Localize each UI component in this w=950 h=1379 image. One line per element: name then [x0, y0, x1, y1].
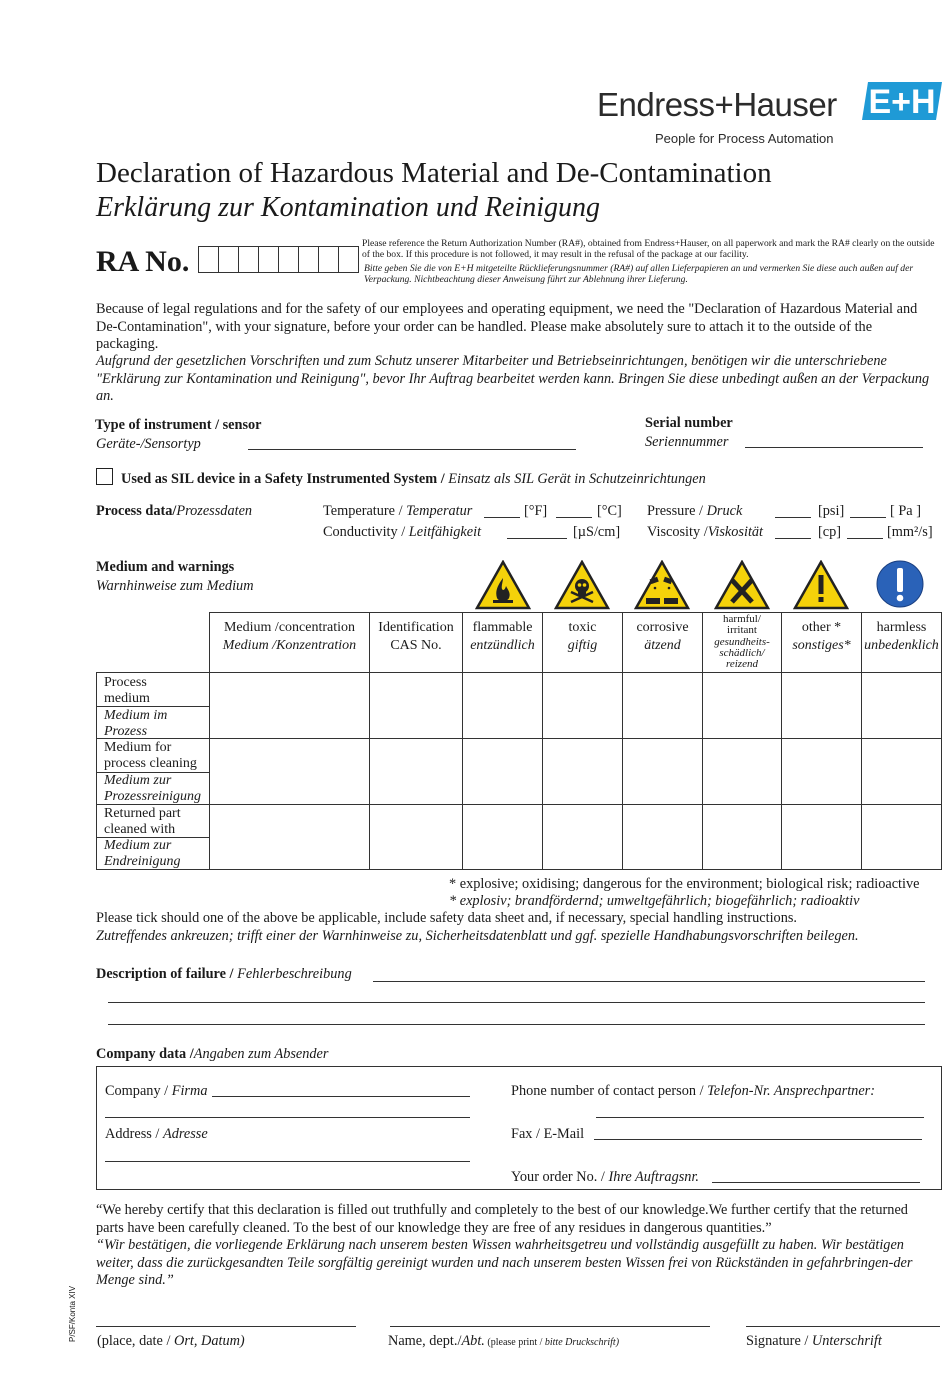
conductivity-field[interactable] [507, 538, 567, 539]
col-header-flammable: flammable entzündlich [462, 612, 543, 673]
cell-cleaning-harmful[interactable] [702, 738, 782, 805]
temperature-f-field[interactable] [484, 517, 520, 518]
certify-de: “Wir bestätigen, die vorliegende Erklärung nach unserem besten Wissen wahrheitsgetreu und vollständig ausgefüllt zu haben. Wir bestätigen weiter, dass die zurückgesandten Teile sorgfältig gereinigt wurden und nach unserem besten Wissen frei von Rückständen in gefahrbringen-der Menge sind.” [96, 1237, 913, 1288]
signature-label: Signature / Unterschrift [746, 1333, 882, 1349]
ra-label: RA No. [96, 245, 190, 278]
cell-cleaning-concentration[interactable] [209, 738, 370, 805]
cell-returned-flammable[interactable] [462, 804, 543, 870]
failure-field-line[interactable] [108, 1002, 925, 1003]
ra-note-en: Please reference the Return Authorization Number (RA#), obtained from Endress+Hauser, on all paperwork and mark the RA# clearly on the outside of the box. If this procedure is not followed, it may result in the refusal of the package at our facility. [362, 238, 935, 260]
footnote-en: * explosive; oxidising; dangerous for the environment; biological risk; radioactive [449, 876, 920, 892]
cell-process-medium-concentration[interactable] [209, 672, 370, 739]
col-header-medium: Medium /concentration Medium /Konzentration [209, 612, 370, 673]
intro-de: Aufgrund der gesetzlichen Vorschriften und zum Schutz unserer Mitarbeiter und Betriebseinrichtungen, benötigen wir die unterschriebene "Erklärung zur Kontamination und Reinigung", bevor Ihr Auftrag bearbeitet werden kann. Bringen Sie diese unbedingt außen an der Verpackung an. [96, 353, 930, 404]
row-divider [96, 837, 210, 838]
pressure-psi-field[interactable] [775, 517, 811, 518]
ra-digit-box[interactable] [298, 246, 319, 273]
cell-process-medium-harmful[interactable] [702, 672, 782, 739]
tick-note-en: Please tick should one of the above be applicable, include safety data sheet and, if necessary, special handling instructions. [96, 910, 797, 926]
sil-checkbox[interactable] [96, 468, 113, 485]
pressure-unit-pa: [ Pa ] [890, 503, 921, 519]
cell-returned-harmful[interactable] [702, 804, 782, 870]
ra-digit-box[interactable] [258, 246, 279, 273]
serial-number-label: Serial number [645, 415, 733, 431]
temp-unit-c: [°C] [597, 503, 622, 519]
address-field[interactable] [105, 1161, 470, 1162]
cell-process-medium-flammable[interactable] [462, 672, 543, 739]
cell-returned-other[interactable] [781, 804, 862, 870]
col-header-toxic: toxic giftig [542, 612, 623, 673]
process-data-label: Process data/Prozessdaten [96, 503, 253, 519]
instrument-type-field[interactable] [248, 449, 576, 450]
cell-process-medium-corrosive[interactable] [622, 672, 703, 739]
place-date-label: (place, date / Ort, Datum) [97, 1333, 245, 1349]
col-header-harmful: harmful/ irritant gesundheits- schädlich/ reizend [702, 612, 782, 673]
conductivity-label: Conductivity / Leitfähigkeit [323, 524, 482, 540]
order-label: Your order No. / Ihre Auftragsnr. [511, 1169, 699, 1185]
footnote-de: * explosiv; brandfördernd; umweltgefährlich; biogefährlich; radioaktiv [449, 893, 860, 909]
viscosity-unit-mm: [mm²/s] [887, 524, 933, 540]
serial-number-field[interactable] [745, 447, 923, 448]
cell-returned-harmless[interactable] [861, 804, 942, 870]
phone-field[interactable] [596, 1117, 924, 1118]
col-header-other: other * sonstiges* [781, 612, 862, 673]
ra-digit-box[interactable] [238, 246, 259, 273]
skull-icon [554, 560, 610, 610]
row-label-returned-part: Returned part cleaned with Medium zur Endreinigung [96, 804, 210, 870]
svg-text:E+H: E+H [868, 83, 936, 120]
brand-tagline: People for Process Automation [655, 131, 834, 146]
harmful-cross-icon [714, 560, 770, 610]
ra-digit-box[interactable] [338, 246, 359, 273]
cell-returned-toxic[interactable] [542, 804, 623, 870]
signature-field[interactable] [746, 1326, 940, 1327]
viscosity-cp-field[interactable] [775, 538, 811, 539]
instrument-type-label-de: Geräte-/Sensortyp [96, 436, 201, 452]
sil-label: Used as SIL device in a Safety Instrumented System / Einsatz als SIL Gerät in Schutzeinrichtungen [121, 471, 706, 487]
cell-returned-concentration[interactable] [209, 804, 370, 870]
name-dept-field[interactable] [390, 1326, 710, 1327]
brand-logo-icon [862, 82, 942, 120]
address-label: Address / Adresse [105, 1126, 208, 1142]
cell-process-medium-toxic[interactable] [542, 672, 623, 739]
company-data-label: Company data /Angaben zum Absender [96, 1046, 329, 1062]
row-divider [96, 706, 210, 707]
medium-warnings-label-de: Warnhinweise zum Medium [96, 578, 254, 594]
row-label-process-cleaning: Medium for process cleaning Medium zur Prozessreinigung [96, 738, 210, 805]
cell-process-medium-harmless[interactable] [861, 672, 942, 739]
exclamation-circle-icon [872, 559, 928, 609]
phone-label: Phone number of contact person / Telefon-Nr. Ansprechpartner: [511, 1083, 875, 1099]
fax-field[interactable] [594, 1139, 922, 1140]
col-header-harmless: harmless unbedenklich [861, 612, 942, 673]
viscosity-unit-cp: [cp] [818, 524, 842, 540]
col-header-corrosive: corrosive ätzend [622, 612, 703, 673]
pressure-pa-field[interactable] [850, 517, 886, 518]
conductivity-unit: [µS/cm] [573, 524, 621, 540]
fax-label: Fax / E-Mail [511, 1126, 585, 1142]
temp-unit-f: [°F] [524, 503, 548, 519]
company-name-field-2[interactable] [105, 1117, 470, 1118]
cell-cleaning-harmless[interactable] [861, 738, 942, 805]
cell-cleaning-flammable[interactable] [462, 738, 543, 805]
title-en: Declaration of Hazardous Material and De-Contamination [96, 157, 772, 189]
exclamation-triangle-icon [793, 560, 849, 610]
cell-returned-cas[interactable] [369, 804, 463, 870]
viscosity-mm-field[interactable] [847, 538, 883, 539]
cell-cleaning-toxic[interactable] [542, 738, 623, 805]
viscosity-label: Viscosity /Viskosität [647, 524, 764, 540]
failure-field-line[interactable] [373, 981, 925, 982]
row-label-process-medium: Process medium Medium im Prozess [96, 672, 210, 739]
intro-en: Because of legal regulations and for the safety of our employees and operating equipment, we need the "Declaration of Hazardous Material and De-Contamination", with your signature, before your order can be handled. Please make absolutely sure to attach it to the outside of the packaging. [96, 301, 918, 352]
name-dept-label: Name, dept./Abt. (please print / bitte Druckschrift) [388, 1333, 620, 1349]
cell-process-medium-cas[interactable] [369, 672, 463, 739]
company-name-label: Company / Firma [105, 1083, 208, 1099]
instrument-type-label: Type of instrument / sensor [95, 417, 262, 433]
title-de: Erklärung zur Kontamination und Reinigung [96, 192, 600, 223]
flame-icon [475, 560, 531, 610]
cell-returned-corrosive[interactable] [622, 804, 703, 870]
pressure-unit-psi: [psi] [818, 503, 845, 519]
serial-number-label-de: Seriennummer [645, 434, 729, 450]
cell-process-medium-other[interactable] [781, 672, 862, 739]
ra-digit-box[interactable] [218, 246, 239, 273]
place-date-field[interactable] [96, 1326, 356, 1327]
col-header-identification: Identification CAS No. [369, 612, 463, 673]
company-name-field[interactable] [212, 1096, 470, 1097]
row-divider [96, 772, 210, 773]
cell-cleaning-corrosive[interactable] [622, 738, 703, 805]
temperature-c-field[interactable] [556, 517, 592, 518]
temperature-label: Temperature / Temperatur [323, 503, 473, 519]
ra-digit-box[interactable] [198, 246, 219, 273]
ra-digit-box[interactable] [278, 246, 299, 273]
ra-digit-box[interactable] [318, 246, 339, 273]
medium-warnings-label: Medium and warnings [96, 559, 235, 575]
tick-note-de: Zutreffendes ankreuzen; trifft einer der Warnhinweise zu, Sicherheitsdatenblatt und ggf. spezielle Handhabungsvorschriften beilegen. [96, 928, 859, 944]
cell-cleaning-other[interactable] [781, 738, 862, 805]
form-code: P/SF/Konta XIV [68, 1285, 77, 1342]
pressure-label: Pressure / Druck [647, 503, 743, 519]
failure-label: Description of failure / Fehlerbeschreibung [96, 966, 352, 982]
order-field[interactable] [712, 1182, 920, 1183]
ra-note-de: Bitte geben Sie die von E+H mitgeteilte Rücklieferungsnummer (RA#) auf allen Lieferpapieren an und vermerken Sie diese auch außen auf der Verpackung. Nichtbeachtung dieser Anweisung führt zur Ablehnung ihrer Lieferung. [364, 263, 914, 285]
brand-name: Endress+Hauser [597, 86, 837, 123]
cell-cleaning-cas[interactable] [369, 738, 463, 805]
certify-en: “We hereby certify that this declaration is filled out truthfully and completely to the best of our knowledge.We further certify that the returned parts have been carefully cleaned. To the best of our knowledge they are free of any residues in dangerous quantities.” [96, 1202, 908, 1236]
failure-field-line[interactable] [108, 1024, 925, 1025]
ra-number-boxes[interactable] [198, 246, 358, 272]
corrosive-icon [634, 560, 690, 610]
